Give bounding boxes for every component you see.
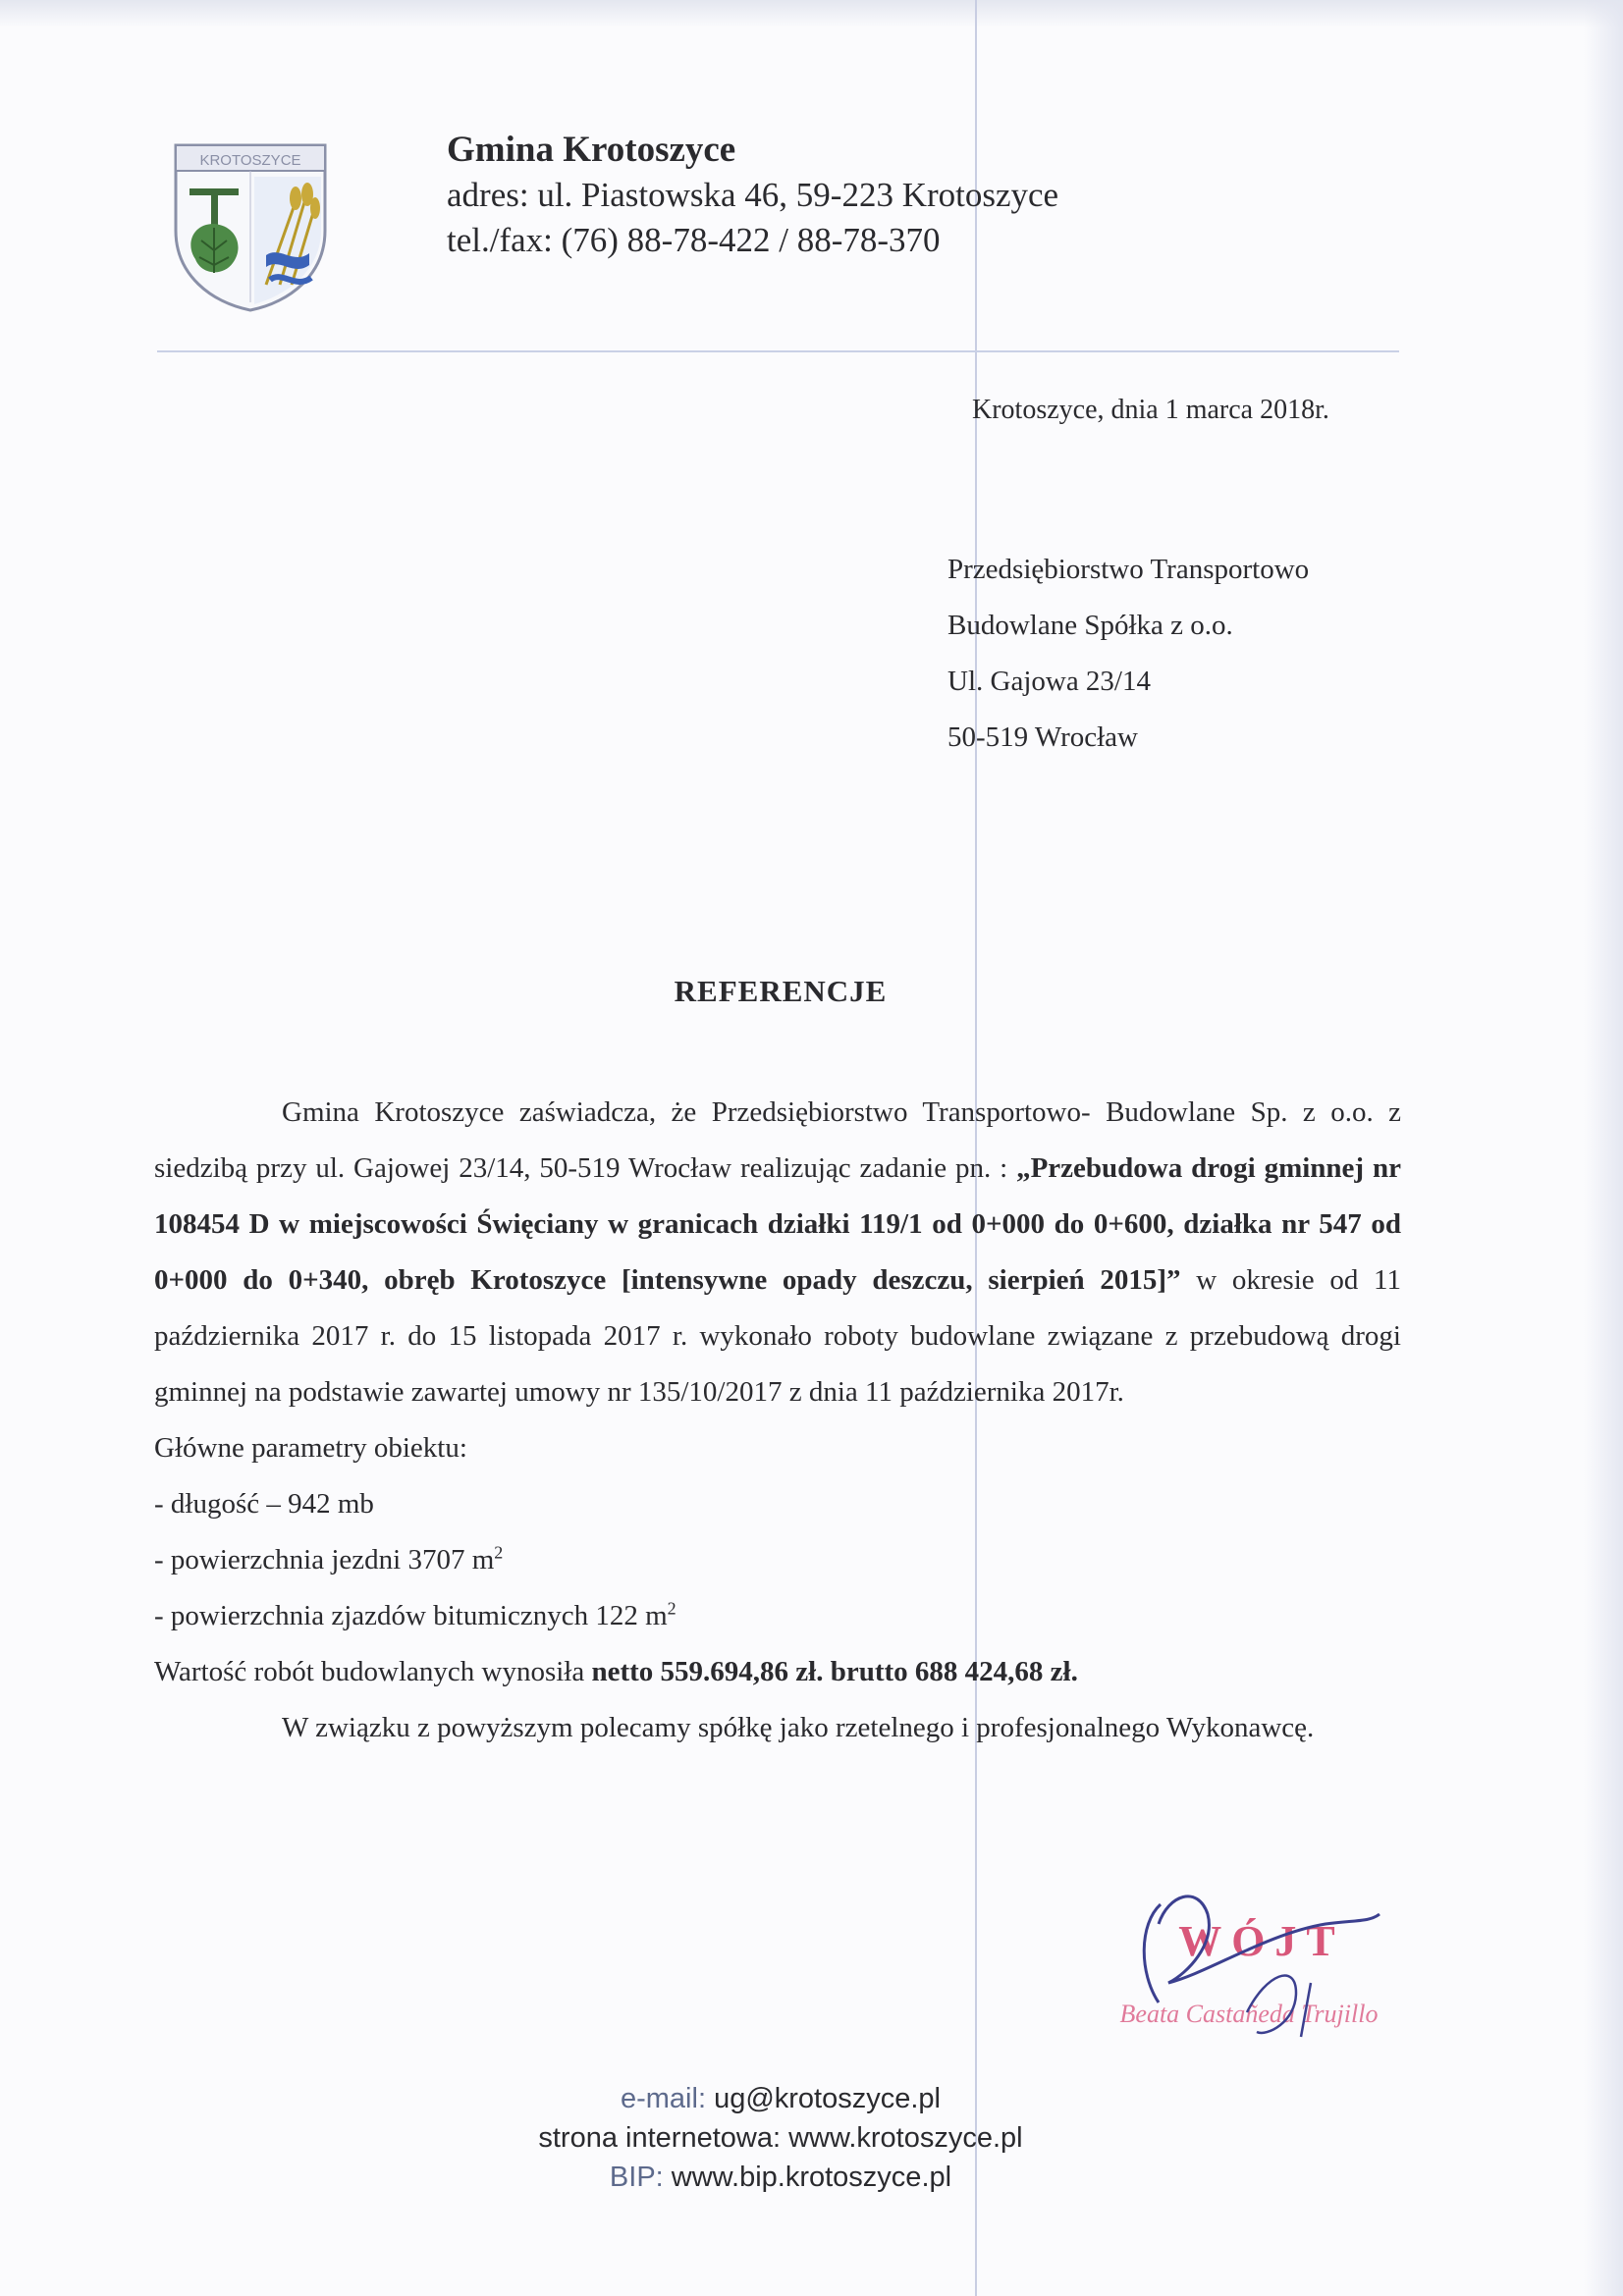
phone-line: tel./fax: (76) 88-78-422 / 88-78-370 <box>447 221 941 259</box>
web-label: strona internetowa: <box>538 2122 782 2154</box>
footer-contacts <box>0 2079 1561 2197</box>
header-divider <box>157 350 1399 352</box>
closing-paragraph: W związku z powyższym polecamy spółkę jako rzetelnego i profesjonalnego Wykonawcę. <box>282 1712 1315 1743</box>
param-road-area <box>154 1532 1401 1588</box>
crest-label: KROTOSZYCE <box>199 152 301 169</box>
letterhead <box>447 128 1058 263</box>
body-text: Gmina Krotoszyce zaświadcza, że Przedsiębiorstwo Transportowo- Budowlane Sp. z o.o. z siedzibą przy ul. Gajowej 23/14, 50-519 Wrocław realizując zadanie pn. : <box>154 1096 1401 1184</box>
params-heading: Główne parametry obiektu: <box>154 1432 467 1464</box>
date-line: Krotoszyce, dnia 1 marca 2018r. <box>972 395 1329 425</box>
recipient-line: 50-519 Wrocław <box>947 721 1138 753</box>
footer-bip <box>0 2158 1561 2197</box>
recipient-line: Ul. Gajowa 23/14 <box>947 666 1151 697</box>
superscript: 2 <box>494 1542 504 1563</box>
recipient-line: Przedsiębiorstwo Transportowo <box>947 554 1310 585</box>
body-text: w okresie od 11 października 2017 r. do 15 listopada 2017 r. wykonało roboty budowlane związane z przebudową drogi gminnej na podstawie zawartej umowy nr 135/10/2017 z dnia 11 października 2017r. <box>154 1264 1401 1408</box>
document-title: REFERENCJE <box>674 974 888 1008</box>
param-length: - długość – 942 mb <box>154 1488 374 1520</box>
bip-label: BIP: <box>609 2162 664 2193</box>
address-label: adres: <box>447 176 529 214</box>
contract-value <box>154 1644 1401 1700</box>
body-paragraph <box>154 1085 1401 1420</box>
address-value: ul. Piastowska 46, 59-223 Krotoszyce <box>537 176 1059 214</box>
recipient-line: Budowlane Spółka z o.o. <box>947 610 1233 641</box>
organization-name: Gmina Krotoszyce <box>447 130 736 170</box>
param-text: - powierzchnia jezdni 3707 m <box>154 1544 495 1575</box>
param-text: - powierzchnia zjazdów bitumicznych 122 m <box>154 1600 668 1631</box>
stamp-title: WÓJT <box>1178 1917 1345 1965</box>
address-line <box>447 173 1058 218</box>
signature-stamp <box>1100 1865 1394 2052</box>
email-link[interactable]: ug@krotoszyce.pl <box>714 2083 941 2114</box>
scan-shade-top <box>0 0 1623 27</box>
stamp-name: Beata Castañeda Trujillo <box>1119 2000 1379 2028</box>
footer-email <box>0 2079 1561 2118</box>
footer-web <box>0 2118 1561 2158</box>
value-amount: netto 559.694,86 zł. brutto 688 424,68 zł. <box>591 1656 1078 1687</box>
project-name: „Przebudowa drogi gminnej nr 108454 D w miejscowości Święciany w granicach działki 119/1 od 0+000 do 0+600, działka nr 547 od 0+000 do 0+340, obręb Krotoszyce [intensywne opady deszczu, sierpień 2015]” <box>154 1152 1401 1296</box>
param-access-area <box>154 1588 1401 1644</box>
superscript: 2 <box>667 1598 676 1619</box>
value-text: Wartość robót budowlanych wynosiła <box>154 1656 592 1687</box>
email-label: e-mail: <box>620 2083 706 2114</box>
website-link[interactable]: www.krotoszyce.pl <box>788 2122 1023 2154</box>
recipient-address <box>947 542 1309 766</box>
letter-body <box>154 1085 1401 1756</box>
scan-shade-right <box>1584 0 1623 2296</box>
coat-of-arms-icon <box>172 137 329 314</box>
bip-link[interactable]: www.bip.krotoszyce.pl <box>671 2162 952 2193</box>
